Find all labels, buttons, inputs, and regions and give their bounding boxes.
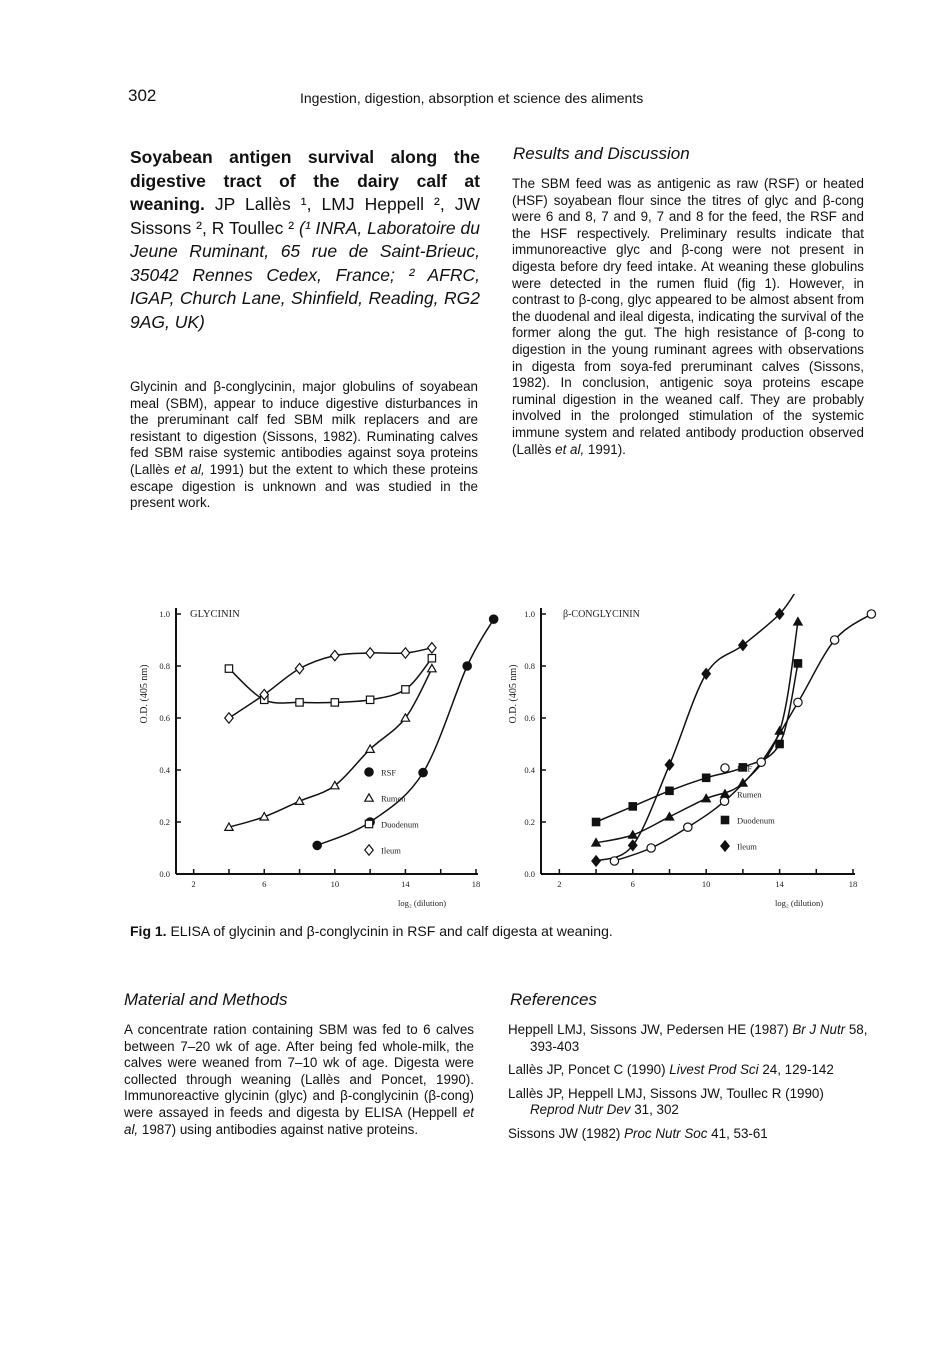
duodenum-point bbox=[794, 660, 801, 667]
beta-conglycinin-chart bbox=[505, 594, 877, 914]
duodenum-series-line bbox=[229, 658, 432, 703]
rsf-point bbox=[419, 768, 427, 776]
results-paragraph: The SBM feed was as antigenic as raw (RSF) or heated (HSF) soyabean flour since the titres of glyc and β-cong were 6 and 8, 7 and 9, 7 and 8 for the feed, the RSF and the HSF respectively. Preliminary results indicate that immunoreactive glyc and β-cong were not present in digesta before dry feed intake. At weaning these globulins were detected in the rumen fluid (fig 1). However, in contrast to β-cong, glyc appeared to be almost absent from the duodenal and ileal digesta, indicating the survival of the former along the gut. The high resistance of β-cong to digestion in the young ruminant agrees with observations in digesta from soya-fed preruminant calves (Sissons, 1982). In conclusion, antigenic soya proteins escape ruminal digestion in the weaned calf. They are probably involved in the prolonged stimulation of the systemic immune system and related antibody production observed (Lallès et al, 1991). bbox=[512, 176, 864, 457]
figure-caption: Fig 1. ELISA of glycinin and β-conglycinin in RSF and calf digesta at weaning. bbox=[130, 923, 613, 939]
y-tick-label: 1.0 bbox=[159, 609, 170, 619]
bcong-title: β-CONGLYCININ bbox=[563, 609, 640, 620]
y-tick-label: 0.8 bbox=[524, 661, 535, 671]
references-heading: References bbox=[510, 990, 597, 1009]
page-number: 302 bbox=[128, 86, 157, 105]
ileum-point bbox=[295, 663, 303, 673]
glycinin-title: GLYCININ bbox=[190, 609, 240, 620]
x-tick-label: 10 bbox=[330, 879, 340, 889]
ileum-point bbox=[428, 643, 436, 653]
legend-marker-ileum bbox=[721, 841, 729, 851]
methods-heading: Material and Methods bbox=[124, 990, 288, 1009]
ileum-point bbox=[739, 640, 747, 650]
duodenum-point bbox=[702, 774, 709, 781]
rsf-point bbox=[489, 615, 497, 623]
duodenum-point bbox=[776, 740, 783, 747]
reference-item: Heppell LMJ, Sissons JW, Pedersen HE (1987) Br J Nutr 58, 393-403 bbox=[508, 1022, 868, 1054]
x-tick-label: 6 bbox=[262, 879, 267, 889]
duodenum-point bbox=[225, 665, 232, 672]
x-tick-label: 18 bbox=[471, 879, 481, 889]
introduction-paragraph: Glycinin and β-conglycinin, major globulins of soyabean meal (SBM), appear to induce digestive disturbances in the preruminant calf fed SBM milk replacers and are resistant to digestion (Sissons, 1982). Ruminating calves fed SBM raise systemic antibodies against soya proteins (Lallès et al, 1991) but the extent to which these proteins escape digestion is unknown and was studied in the present work. bbox=[130, 379, 479, 511]
duodenum-point bbox=[592, 818, 599, 825]
bcong-xlabel: log₂ (dilution) bbox=[774, 898, 824, 908]
duodenum-point bbox=[296, 699, 303, 706]
ileum-point bbox=[665, 760, 673, 770]
legend-marker-rumen bbox=[365, 794, 373, 801]
legend-label-ileum: Ileum bbox=[381, 845, 401, 856]
glycinin-chart bbox=[128, 594, 500, 914]
duodenum-point bbox=[428, 655, 435, 662]
ileum-point bbox=[331, 650, 339, 660]
rsf-point bbox=[610, 857, 618, 865]
duodenum-point bbox=[629, 803, 636, 810]
legend-label-rumen: Rumen bbox=[737, 789, 762, 800]
rumen-point bbox=[428, 664, 436, 671]
y-tick-label: 0.6 bbox=[524, 713, 535, 723]
legend-label-duodenum: Duodenum bbox=[381, 819, 419, 830]
y-tick-label: 0.8 bbox=[159, 661, 170, 671]
rsf-point bbox=[647, 844, 655, 852]
y-tick-label: 0.0 bbox=[524, 869, 535, 879]
x-tick-label: 2 bbox=[557, 879, 562, 889]
rsf-point bbox=[867, 610, 875, 618]
references-list bbox=[508, 1022, 868, 1150]
ileum-point bbox=[592, 856, 600, 866]
reference-item: Sissons JW (1982) Proc Nutr Soc 41, 53-61 bbox=[508, 1125, 768, 1141]
legend-marker-duodenum bbox=[365, 820, 372, 827]
methods-paragraph: A concentrate ration containing SBM was fed to 6 calves between 7–20 wk of age. After being fed whole-milk, the calves were weaned from 7–10 wk of age. Digesta were collected through weaning (Lallès and Poncet, 1990). Immunoreactive glycinin (glyc) and β-conglycinin (β-cong) were assayed in feeds and digesta by ELISA (Heppell et al, 1987) using antibodies against native proteins. bbox=[124, 1022, 474, 1137]
x-tick-label: 14 bbox=[401, 879, 410, 889]
glycinin-xlabel: log₂ (dilution) bbox=[397, 898, 447, 908]
y-tick-label: 1.0 bbox=[524, 609, 535, 619]
y-tick-label: 0.2 bbox=[524, 817, 535, 827]
rumen-point bbox=[794, 618, 802, 625]
legend-marker-duodenum bbox=[721, 816, 728, 823]
legend-label-ileum: Ileum bbox=[737, 841, 757, 852]
duodenum-point bbox=[366, 696, 373, 703]
article-title-block bbox=[130, 146, 480, 334]
results-heading: Results and Discussion bbox=[513, 144, 690, 163]
rsf-point bbox=[794, 698, 802, 706]
article-authors: JP Lallès ¹, LMJ Heppell ², JW Sissons ², R Toullec ² bbox=[130, 194, 480, 238]
rsf-point bbox=[463, 662, 471, 670]
legend-marker-rsf bbox=[365, 768, 373, 776]
x-tick-label: 18 bbox=[848, 879, 858, 889]
bcong-ylabel: O.D. (405 nm) bbox=[508, 664, 519, 724]
reference-item: Lallès JP, Poncet C (1990) Livest Prod Sci 24, 129-142 bbox=[508, 1062, 834, 1078]
duodenum-series-line bbox=[596, 663, 798, 822]
legend-marker-ileum bbox=[365, 845, 373, 855]
rsf-point bbox=[720, 797, 728, 805]
ileum-point bbox=[366, 648, 374, 658]
y-tick-label: 0.2 bbox=[159, 817, 170, 827]
ileum-point bbox=[401, 648, 409, 658]
ileum-point bbox=[225, 713, 233, 723]
legend-label-rsf: RSF bbox=[737, 763, 753, 774]
rsf-point bbox=[830, 636, 838, 644]
legend-marker-rsf bbox=[721, 764, 729, 772]
legend-label-rumen: Rumen bbox=[381, 793, 406, 804]
y-tick-label: 0.0 bbox=[159, 869, 170, 879]
duodenum-point bbox=[666, 787, 673, 794]
legend-label-duodenum: Duodenum bbox=[737, 815, 775, 826]
y-tick-label: 0.4 bbox=[159, 765, 170, 775]
glycinin-ylabel: O.D. (405 nm) bbox=[139, 664, 150, 724]
x-tick-label: 10 bbox=[701, 879, 711, 889]
rsf-point bbox=[313, 841, 321, 849]
y-tick-label: 0.6 bbox=[159, 713, 170, 723]
rsf-point bbox=[684, 823, 692, 831]
reference-item: Lallès JP, Heppell LMJ, Sissons JW, Toullec R (1990) Reprod Nutr Dev 31, 302 bbox=[508, 1085, 824, 1118]
x-tick-label: 14 bbox=[775, 879, 784, 889]
article-affiliations: (¹ INRA, Laboratoire du Jeune Ruminant, 65 rue de Saint-Brieuc, 35042 Rennes Cedex, France; ² AFRC, IGAP, Church Lane, Shinfield, Reading, RG2 9AG, UK) bbox=[130, 217, 480, 332]
ileum-series-line bbox=[229, 648, 432, 718]
rsf-point bbox=[757, 758, 765, 766]
duodenum-point bbox=[402, 686, 409, 693]
legend-label-rsf: RSF bbox=[381, 767, 397, 778]
y-tick-label: 0.4 bbox=[524, 765, 535, 775]
duodenum-point bbox=[331, 699, 338, 706]
running-head: Ingestion, digestion, absorption et science des aliments bbox=[300, 90, 644, 106]
rumen-point bbox=[665, 813, 673, 820]
article-title: Soyabean antigen survival along the digestive tract of the dairy calf at weaning. bbox=[130, 147, 480, 214]
x-tick-label: 6 bbox=[630, 879, 635, 889]
x-tick-label: 2 bbox=[191, 879, 196, 889]
